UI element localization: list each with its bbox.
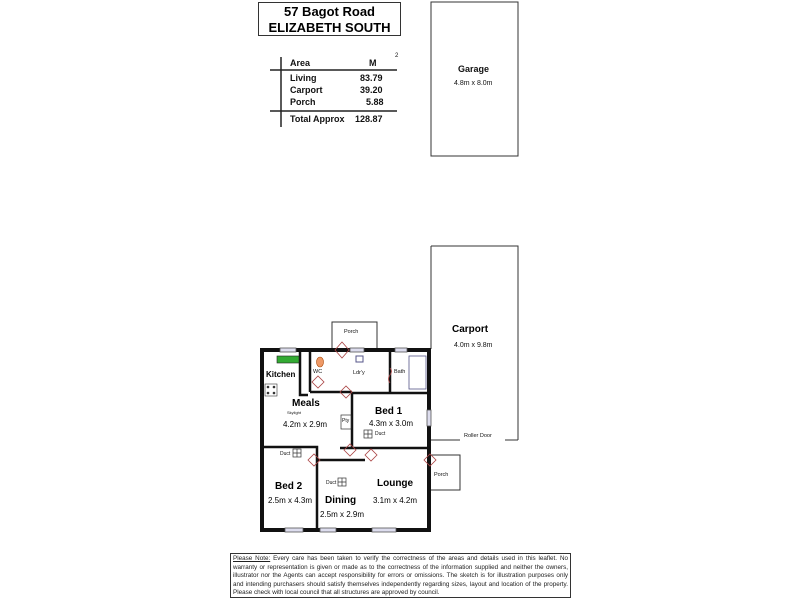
row-label: Porch <box>290 97 316 107</box>
meals-dims: 4.2m x 2.9m <box>283 420 328 429</box>
row-label: Carport <box>290 85 323 95</box>
row-value: 5.88 <box>366 97 384 107</box>
trough-icon <box>356 356 363 362</box>
unit-header: M <box>369 58 377 68</box>
sink-icon <box>277 356 299 363</box>
skylight-label: Skylight <box>287 410 302 415</box>
porch-side-label: Porch <box>434 472 449 478</box>
garage-label: Garage <box>458 64 490 74</box>
dining-dims: 2.5m x 2.9m <box>320 510 365 519</box>
bed2-label: Bed 2 <box>275 481 303 492</box>
bath-icon <box>409 356 426 389</box>
lounge-label: Lounge <box>377 478 414 489</box>
duct-icons <box>293 430 372 486</box>
garage-dims: 4.8m x 8.0m <box>454 80 493 87</box>
total-value: 128.87 <box>355 114 383 124</box>
toilet-icon <box>317 357 324 367</box>
carport-label: Carport <box>452 324 489 335</box>
wc-label: WC <box>313 369 323 375</box>
row-value: 83.79 <box>360 73 383 83</box>
row-value: 39.20 <box>360 85 383 95</box>
disclaimer-heading: Please Note: <box>233 555 271 562</box>
meals-label: Meals <box>292 398 320 409</box>
lounge-dims: 3.1m x 4.2m <box>373 496 418 505</box>
suburb: ELIZABETH SOUTH <box>268 20 391 35</box>
row-label: Living <box>290 73 317 83</box>
unit-superscript: 2 <box>395 53 399 59</box>
dining-label: Dining <box>325 495 357 506</box>
cooktop-icon <box>265 384 277 396</box>
total-label: Total Approx <box>290 114 345 124</box>
duct-label: Duct <box>280 451 291 457</box>
pantry-label: Pty <box>342 418 350 424</box>
duct-label: Duct <box>326 480 337 486</box>
roller-door-label: Roller Door <box>464 433 492 439</box>
address: 57 Bagot Road <box>283 4 375 19</box>
laundry-label: Ldr'y <box>353 370 365 376</box>
garage-outline <box>431 2 518 156</box>
disclaimer-text: Every care has been taken to verify the correctness of the areas and details used in this leaflet. No warranty or representation is given or made as to the correctness of the information supplied and neither the owners, illustrator nor the Agents can accept responsibility for errors or omissions. The sketch is for illustration purposes only and intending purchasers should satisfy themselves independently regarding sizes, layout and location of the property. Please check with local council that all structures are approved by council. <box>233 555 568 597</box>
area-header: Area <box>290 58 311 68</box>
disclaimer-box <box>230 553 571 598</box>
porch-top-label: Porch <box>344 329 359 335</box>
duct-label: Duct <box>375 431 386 437</box>
kitchen-label: Kitchen <box>266 370 296 379</box>
carport-dims: 4.0m x 9.8m <box>454 342 493 349</box>
bed1-dims: 4.3m x 3.0m <box>369 419 414 428</box>
bath-label: Bath <box>394 369 406 375</box>
bed2-dims: 2.5m x 4.3m <box>268 496 313 505</box>
bed1-label: Bed 1 <box>375 406 403 417</box>
